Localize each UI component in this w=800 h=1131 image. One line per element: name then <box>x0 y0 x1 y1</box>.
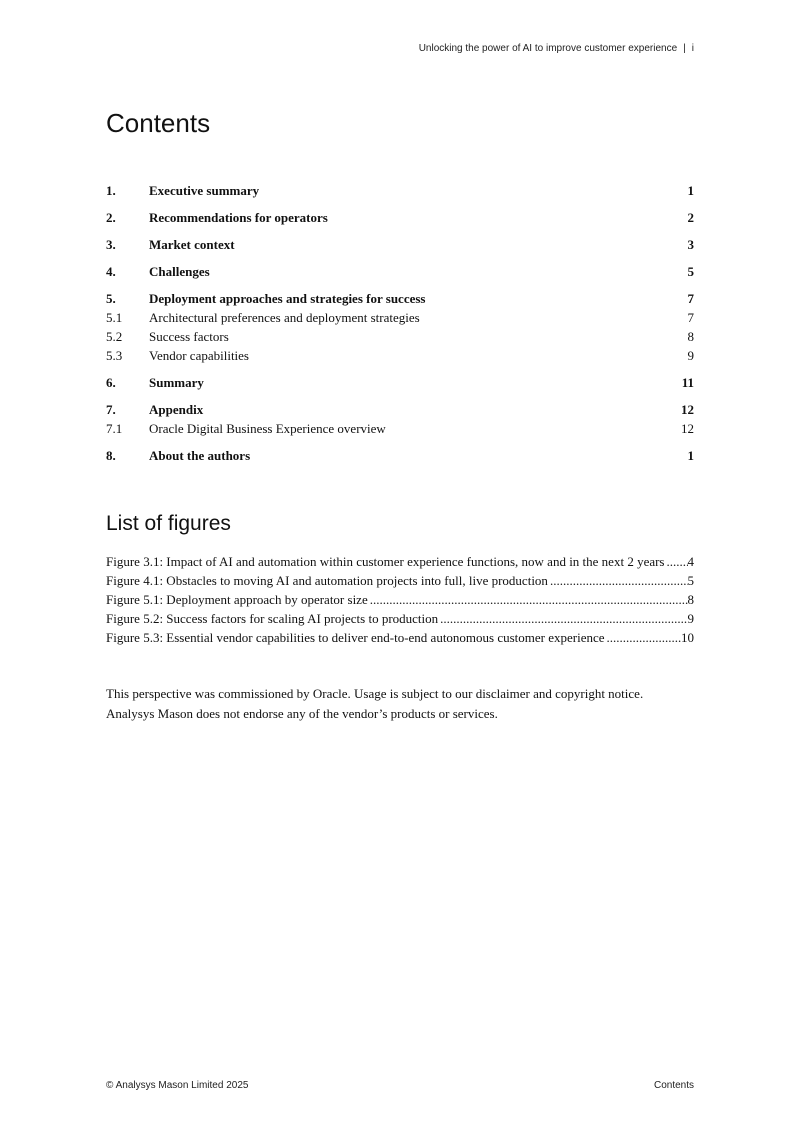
footer-section: Contents <box>653 1080 694 1091</box>
toc-entry-page: 3 <box>687 237 694 252</box>
toc-entry[interactable] <box>106 181 694 200</box>
toc-entry-page: 5 <box>687 264 694 279</box>
toc-entry-number: 5.3 <box>106 348 123 363</box>
toc-entry-title: Challenges <box>149 264 210 279</box>
toc-entry-number: 2. <box>106 210 116 225</box>
toc-entry-title: Oracle Digital Business Experience overview <box>149 421 386 436</box>
figure-entry[interactable] <box>106 609 694 628</box>
figure-entry-page: 5 <box>687 573 694 588</box>
toc-entry-page: 1 <box>687 183 694 198</box>
toc-entry-number: 8. <box>106 448 116 463</box>
toc-entry[interactable] <box>106 400 694 419</box>
toc-entry-title: Appendix <box>149 402 204 417</box>
toc-entry-page: 2 <box>687 210 694 225</box>
figures-heading: List of figures <box>106 512 231 535</box>
toc-entry[interactable] <box>106 262 694 281</box>
figure-entry-leader <box>548 571 688 590</box>
toc-entry[interactable] <box>106 373 694 392</box>
toc-entry[interactable] <box>106 346 694 365</box>
figure-entry-title: Figure 5.2: Success factors for scaling AI projects to production <box>106 611 439 626</box>
toc-entry-number: 5. <box>106 291 116 306</box>
footer-copyright: © Analysys Mason Limited 2025 <box>106 1080 249 1091</box>
toc-entry-page: 11 <box>681 375 694 390</box>
toc-entry-number: 7. <box>106 402 116 417</box>
figure-entry-title: Figure 5.3: Essential vendor capabilities to deliver end-to-end autonomous customer experience <box>106 630 605 645</box>
figure-entry-page: 4 <box>687 554 694 569</box>
figure-entry-leader <box>665 552 688 571</box>
figure-entry[interactable] <box>106 628 694 647</box>
table-of-contents <box>106 181 694 465</box>
toc-entry[interactable] <box>106 235 694 254</box>
toc-entry-title: Market context <box>149 237 235 252</box>
toc-entry-number: 4. <box>106 264 116 279</box>
toc-entry-title: Recommendations for operators <box>149 210 328 225</box>
toc-entry-title: Summary <box>149 375 204 390</box>
toc-entry[interactable] <box>106 419 694 438</box>
figure-entry[interactable] <box>106 590 694 609</box>
toc-entry-number: 3. <box>106 237 116 252</box>
toc-entry[interactable] <box>106 308 694 327</box>
toc-entry-page: 8 <box>687 329 694 344</box>
header-page-number: i <box>691 43 694 54</box>
toc-entry-page: 7 <box>687 310 694 325</box>
figure-entry-title: Figure 4.1: Obstacles to moving AI and automation projects into full, live production <box>106 573 548 588</box>
toc-entry-title: Executive summary <box>149 183 260 198</box>
toc-entry-title: Deployment approaches and strategies for success <box>149 291 426 306</box>
figure-entry-leader <box>368 590 688 609</box>
figure-entry-page: 10 <box>681 630 694 645</box>
figure-entry-leader <box>438 609 687 628</box>
list-of-figures <box>106 552 694 647</box>
toc-entry[interactable] <box>106 446 694 465</box>
figure-entry[interactable] <box>106 571 694 590</box>
toc-entry-page: 12 <box>681 421 694 436</box>
toc-entry-number: 5.1 <box>106 310 123 325</box>
commission-notice <box>106 684 706 724</box>
toc-entry-number: 6. <box>106 375 116 390</box>
toc-entry[interactable] <box>106 208 694 227</box>
toc-entry-page: 1 <box>687 448 694 463</box>
toc-entry-title: Architectural preferences and deployment strategies <box>149 310 420 325</box>
toc-entry-number: 7.1 <box>106 421 123 436</box>
notice-line-1: This perspective was commissioned by Oracle. Usage is subject to our disclaimer and copyright notice. <box>106 686 644 701</box>
toc-entry-number: 1. <box>106 183 116 198</box>
toc-entry[interactable] <box>106 289 694 308</box>
running-header <box>419 43 694 54</box>
contents-heading: Contents <box>106 108 211 138</box>
figure-entry-page: 8 <box>687 592 694 607</box>
toc-entry-page: 12 <box>681 402 694 417</box>
figure-entry-title: Figure 5.1: Deployment approach by operator size <box>106 592 368 607</box>
toc-entry-title: Vendor capabilities <box>149 348 249 363</box>
notice-line-2: Analysys Mason does not endorse any of the vendor’s products or services. <box>106 706 498 721</box>
toc-entry[interactable] <box>106 327 694 346</box>
toc-entry-page: 9 <box>687 348 694 363</box>
toc-entry-title: Success factors <box>149 329 229 344</box>
header-separator: | <box>683 43 686 54</box>
toc-entry-page: 7 <box>687 291 694 306</box>
figure-entry[interactable] <box>106 552 694 571</box>
header-title: Unlocking the power of AI to improve customer experience <box>418 43 678 54</box>
figure-entry-leader <box>605 628 681 647</box>
figure-entry-page: 9 <box>687 611 694 626</box>
figure-entry-title: Figure 3.1: Impact of AI and automation within customer experience functions, now and in the next 2 years <box>106 554 665 569</box>
toc-entry-number: 5.2 <box>106 329 123 344</box>
toc-entry-title: About the authors <box>149 448 251 463</box>
